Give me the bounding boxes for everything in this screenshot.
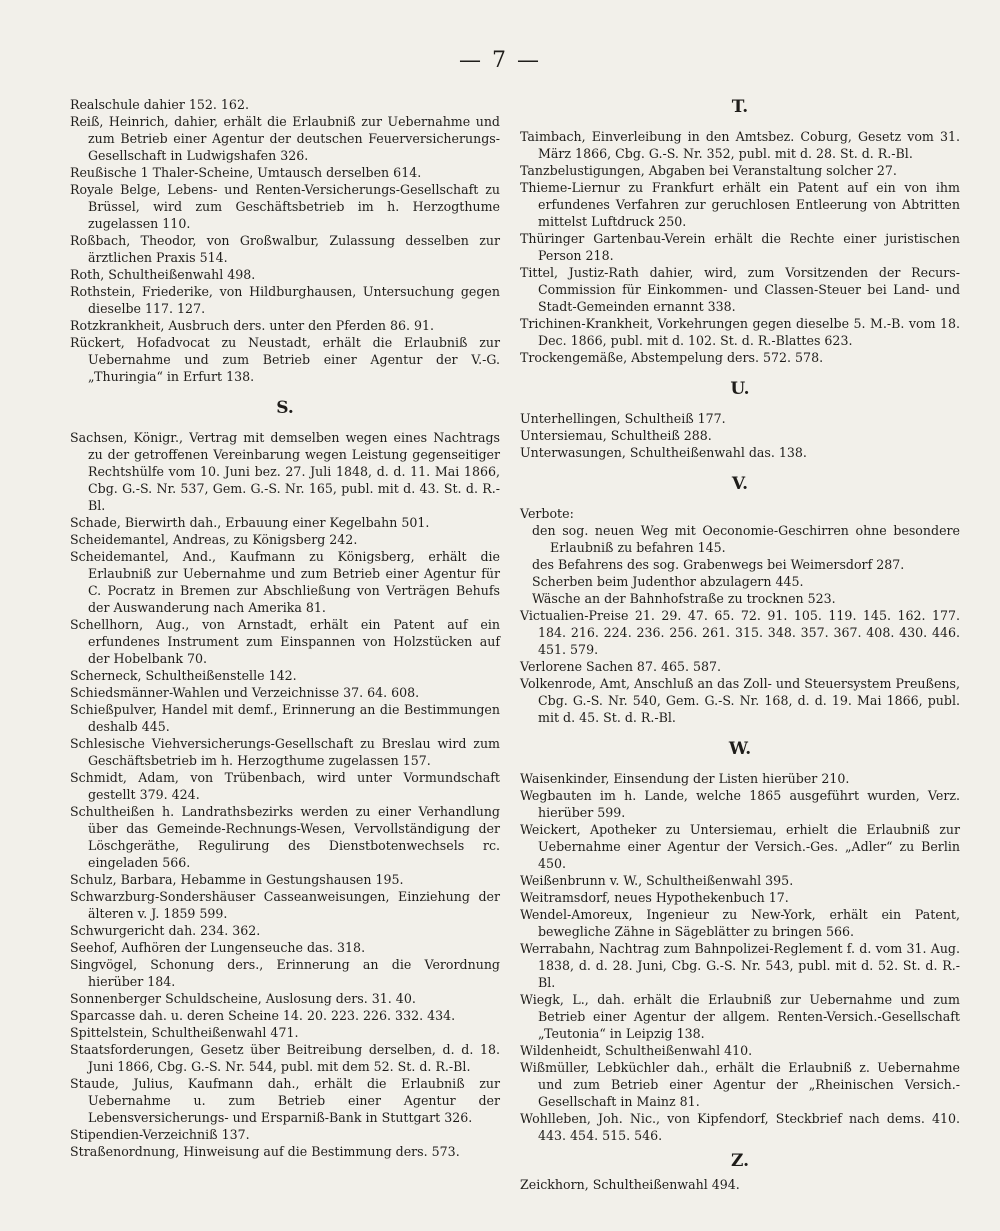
index-entry: Rotzkrankheit, Ausbruch ders. unter den Pferden 86. 91. [70,318,435,333]
page-number: — 7 — [459,48,541,73]
index-entry: Schlesische Viehversicherungs-Gesellschaft zu Breslau wird zum Geschäftsbetrieb im h. Herzogthume zugelassen 157. [70,736,500,768]
index-entry: Schwurgericht dah. 234. 362. [70,923,261,938]
index-entry: Schmidt, Adam, von Trübenbach, wird unter Vormundschaft gestellt 379. 424. [70,770,500,802]
index-entry: Roth, Schultheißenwahl 498. [70,267,256,282]
index-entry: Wegbauten im h. Lande, welche 1865 ausgeführt wurden, Verz. hierüber 599. [520,788,960,820]
index-entry: Zeickhorn, Schultheißenwahl 494. [520,1177,740,1192]
index-entry: Roßbach, Theodor, von Großwalbur, Zulassung desselben zur ärztlichen Praxis 514. [70,233,500,265]
section-letter-s: S. [276,398,294,418]
section-letter-z: Z. [730,1151,750,1171]
left-column [70,96,500,1160]
index-entry: Scherneck, Schultheißenstelle 142. [70,668,297,683]
index-entry: Sonnenberger Schuldscheine, Auslosung ders. 31. 40. [70,991,416,1006]
verbote-list [520,522,960,607]
index-entry: Straßenordnung, Hinweisung auf die Bestimmung ders. 573. [70,1144,460,1159]
section-u [520,410,960,461]
index-entry: Verlorene Sachen 87. 465. 587. [520,659,722,674]
index-entry: Tanzbelustigungen, Abgaben bei Veranstaltung solcher 27. [520,163,897,178]
index-entry: Staatsforderungen, Gesetz über Beitreibung derselben, d. d. 18. Juni 1866, Cbg. G.-S. Nr. 544, publ. mit dem 52. St. d. R.-Bl. [70,1042,500,1074]
index-entry: Wiegk, L., dah. erhält die Erlaubniß zur Uebernahme und zum Betrieb einer Agentur der allgem. Renten-Versich.-Gesellschaft „Teutonia“ in Leipzig 138. [520,992,960,1041]
section-letter-t: T. [731,97,749,117]
index-entry: Sparcasse dah. u. deren Scheine 14. 20. 223. 226. 332. 434. [70,1008,456,1023]
index-entry: Taimbach, Einverleibung in den Amtsbez. Coburg, Gesetz vom 31. März 1866, Cbg. G.-S. Nr. 352, publ. mit d. 28. St. d. R.-Bl. [520,129,960,161]
index-entry: Wohlleben, Joh. Nic., von Kipfendorf, Steckbrief nach dems. 410. 443. 454. 515. 546. [520,1111,960,1143]
index-entry: Scheidemantel, And., Kaufmann zu Königsberg, erhält die Erlaubniß zur Uebernahme und zum Betrieb einer Agentur für C. Pocratz in Bremen zur Abschließung von Verträgen Behufs der Auswanderung nach Amerika 81. [70,549,500,615]
index-entry: Weißenbrunn v. W., Schultheißenwahl 395. [520,873,794,888]
section-letter-w: W. [728,739,752,759]
index-entry: Unterwasungen, Schultheißenwahl das. 138. [520,445,807,460]
index-entry: Wäsche an der Bahnhofstraße zu trocknen 523. [532,591,836,606]
index-entry: Realschule dahier 152. 162. [70,97,249,112]
section-letter-u: U. [730,379,750,399]
index-entry: Singvögel, Schonung ders., Erinnerung an die Verordnung hierüber 184. [70,957,500,989]
index-entry: Weitramsdorf, neues Hypothekenbuch 17. [520,890,789,905]
index-entry: Tittel, Justiz-Rath dahier, wird, zum Vorsitzenden der Recurs-Commission für Einkommen- und Classen-Steuer bei Land- und Stadt-Gemeinden ernannt 338. [520,265,960,314]
index-entry: Schade, Bierwirth dah., Erbauung einer Kegelbahn 501. [70,515,430,530]
index-entry: den sog. neuen Weg mit Oeconomie-Geschirren ohne besondere Erlaubniß zu befahren 145. [532,523,960,555]
index-entry: Schulz, Barbara, Hebamme in Gestungshausen 195. [70,872,404,887]
index-entry: Spittelstein, Schultheißenwahl 471. [70,1025,299,1040]
section-letter-v: V. [731,474,749,494]
index-entry: Staude, Julius, Kaufmann dah., erhält die Erlaubniß zur Uebernahme u. zum Betrieb einer Agentur der Lebensversicherungs- und Ersparniß-Bank in Stuttgart 326. [70,1076,500,1125]
section-v [520,607,960,726]
index-entry: Trockengemäße, Abstempelung ders. 572. 578. [520,350,824,365]
index-entry: Reiß, Heinrich, dahier, erhält die Erlaubniß zur Uebernahme und zum Betrieb einer Agentur der deutschen Feuerversicherungs-Gesellschaft in Ludwigshafen 326. [70,114,500,163]
section-z [520,1176,960,1193]
index-entry: Schießpulver, Handel mit demf., Erinnerung an die Bestimmungen deshalb 445. [70,702,500,734]
index-entry: Scheidemantel, Andreas, zu Königsberg 242. [70,532,358,547]
index-entry: Seehof, Aufhören der Lungenseuche das. 318. [70,940,366,955]
verbote-heading: Verbote: [520,506,574,521]
right-column [520,96,960,1193]
index-entry: Schultheißen h. Landrathsbezirks werden zu einer Verhandlung über das Gemeinde-Rechnungs-Wesen, Vervollständigung der Löschgeräthe, Regulirung des Dienstbotenwechsels rc. eingeladen 566. [70,804,500,870]
index-entry: des Befahrens des sog. Grabenwegs bei Weimersdorf 287. [532,557,905,572]
index-entry: Stipendien-Verzeichniß 137. [70,1127,250,1142]
index-entry: Reußische 1 Thaler-Scheine, Umtausch derselben 614. [70,165,422,180]
section-r [70,96,500,385]
index-entry: Wißmüller, Lebküchler dah., erhält die Erlaubniß z. Uebernahme und zum Betrieb einer Agentur der „Rheinischen Versich.-Gesellschaft in Mainz 81. [520,1060,960,1109]
section-s [70,429,500,1160]
section-w [520,770,960,1144]
index-entry: Sachsen, Königr., Vertrag mit demselben wegen eines Nachtrags zu der getroffenen Vereinbarung wegen Leistung gegenseitiger Rechtshülfe vom 10. Juni bez. 27. Juli 1848, d. d. 11. Mai 1866, Cbg. G.-S. Nr. 537, Gem. G.-S. Nr. 165, publ. mit d. 43. St. d. R.-Bl. [70,430,500,513]
index-entry: Schwarzburg-Sondershäuser Casseanweisungen, Einziehung der älteren v. J. 1859 599. [70,889,500,921]
index-entry: Royale Belge, Lebens- und Renten-Versicherungs-Gesellschaft zu Brüssel, wird zum Geschäftsbetrieb im h. Herzogthume zugelassen 110. [70,182,500,231]
index-entry: Waisenkinder, Einsendung der Listen hierüber 210. [520,771,850,786]
index-entry: Schellhorn, Aug., von Arnstadt, erhält ein Patent auf ein erfundenes Instrument zum Einspannen von Holzstücken auf der Hobelbank 70. [70,617,500,666]
index-entry: Victualien-Preise 21. 29. 47. 65. 72. 91. 105. 119. 145. 162. 177. 184. 216. 224. 236. 256. 261. 315. 348. 357. 367. 408. 430. 446. 451. 579. [520,608,960,657]
index-entry: Scherben beim Judenthor abzulagern 445. [532,574,804,589]
index-entry: Schiedsmänner-Wahlen und Verzeichnisse 37. 64. 608. [70,685,420,700]
index-entry: Werrabahn, Nachtrag zum Bahnpolizei-Reglement f. d. vom 31. Aug. 1838, d. d. 28. Juni, Cbg. G.-S. Nr. 543, publ. mit d. 52. St. d. R.-Bl. [520,941,960,990]
index-entry: Volkenrode, Amt, Anschluß an das Zoll- und Steuersystem Preußens, Cbg. G.-S. Nr. 540, Gem. G.-S. Nr. 168, d. d. 19. Mai 1866, publ. mit d. 45. St. d. R.-Bl. [520,676,960,725]
section-t [520,128,960,366]
index-entry: Rothstein, Friederike, von Hildburghausen, Untersuchung gegen dieselbe 117. 127. [70,284,500,316]
index-entry: Wendel-Amoreux, Ingenieur zu New-York, erhält ein Patent, bewegliche Zähne in Sägeblätter zu bringen 566. [520,907,960,939]
index-entry: Weickert, Apotheker zu Untersiemau, erhielt die Erlaubniß zur Uebernahme einer Agentur der Versich.-Ges. „Adler“ zu Berlin 450. [520,822,960,871]
index-entry: Unterhellingen, Schultheiß 177. [520,411,726,426]
index-entry: Untersiemau, Schultheiß 288. [520,428,712,443]
index-entry: Thüringer Gartenbau-Verein erhält die Rechte einer juristischen Person 218. [520,231,960,263]
index-entry: Thieme-Liernur zu Frankfurt erhält ein Patent auf ein von ihm erfundenes Verfahren zur geruchlosen Entleerung von Abtritten mittelst Luftdruck 250. [520,180,960,229]
index-entry: Trichinen-Krankheit, Vorkehrungen gegen dieselbe 5. M.-B. vom 18. Dec. 1866, publ. mit d. 102. St. d. R.-Blattes 623. [520,316,960,348]
index-entry: Wildenheidt, Schultheißenwahl 410. [520,1043,753,1058]
index-entry: Rückert, Hofadvocat zu Neustadt, erhält die Erlaubniß zur Uebernahme und zum Betrieb einer Agentur der V.-G. „Thuringia“ in Erfurt 138. [70,335,500,384]
